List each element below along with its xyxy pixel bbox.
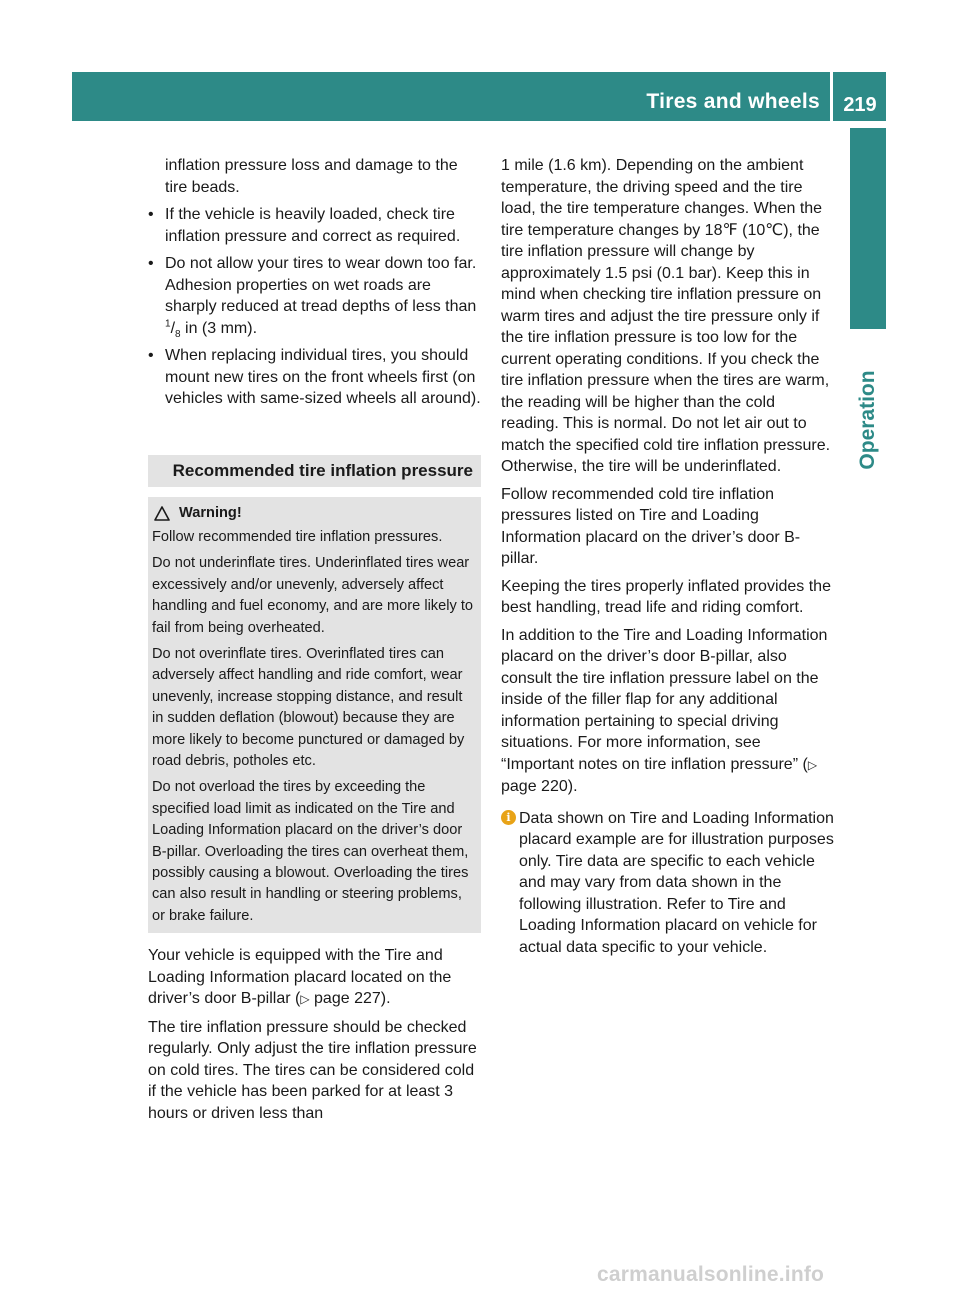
body-paragraph: The tire inflation pressure should be checked regularly. Only adjust the tire inflation pressure on cold tires. The tires can be considered cold if the vehicle has been parked for at least 3 hours or driven less than [148, 1018, 477, 1122]
right-column [501, 155, 835, 958]
tread-depth-line: than $^1/_8$ in (3 mm). [165, 298, 477, 340]
chapter-title: Tires and wheels [646, 90, 820, 113]
body-paragraph: Keeping the tires properly inflated provides the best handling, tread life and riding comfort. [501, 577, 831, 616]
warning-paragraph: Do not overload the tires by exceeding the specified load limit as indicated on the Tire and Loading Information placard on the driver’s door B-pillar. Overloading the tires can overheat them, possibly causing a blowout. Overloading the tires can also result in handling or steering problems, or brake failure. [152, 779, 469, 924]
bullet-text: If the vehicle is heavily loaded, check tire inflation pressure and correct as required. [165, 206, 461, 245]
warning-title [152, 503, 475, 524]
page-ref-arrow-icon: ▷ [807, 757, 818, 772]
warning-paragraph: Do not overinflate tires. Overinflated tires can adversely affect handling and ride comfort, wear unevenly, increase stopping distance, and result in sudden deflation (blowout) because they are more likely to become punctured or damaged by road debris, potholes etc. [152, 645, 465, 769]
header-divider [830, 72, 833, 121]
body-paragraph: Follow recommended cold tire inflation pressures listed on Tire and Loading Information placard on the driver’s door B-pillar. [501, 485, 801, 567]
bullet-item [148, 253, 481, 339]
warning-triangle-icon [154, 506, 170, 521]
bullet-text: When replacing individual tires, you should mount new tires on the front wheels first (on vehicles with same-sized wheels all around). [165, 347, 481, 407]
warning-box [148, 497, 481, 934]
bullet-text: Do not allow your tires to wear down too far. Adhesion properties on wet roads are sharply reduced at tread depths of less [165, 255, 477, 315]
info-icon: i [501, 810, 516, 825]
section-label: Operation [856, 370, 879, 470]
fraction-denominator: 8 [175, 328, 181, 340]
addition-paragraph: In addition to the Tire and Loading Information placard on the driver’s door B-pillar, also consult the tire inflation pressure label on the inside of the filler flap for any additional information pertaining to special driving situations. For more information, see “Important notes on tire inflation pressure” (▷ page 220). [501, 626, 828, 795]
page-header [72, 72, 886, 121]
page-reference[interactable]: page 220). [501, 778, 578, 795]
bullet-icon: • [148, 255, 154, 272]
watermark: carmanualsonline.info [597, 1263, 825, 1286]
warning-paragraph: Do not underinflate tires. Underinflated tires wear excessively and/or unevenly, adversely affect handling and fuel economy, and are more likely to fail from being overheated. [152, 555, 473, 636]
bullet-icon: • [148, 347, 154, 364]
bullet-icon: • [148, 206, 154, 223]
fraction-slash: / [170, 319, 176, 337]
fraction-numerator: 1 [165, 318, 171, 330]
warning-paragraph: Follow recommended tire inflation pressures. [152, 528, 443, 545]
warning-title-text: Warning! [179, 504, 242, 521]
page-ref-arrow-icon: ▷ [300, 992, 310, 1007]
bullet-item [148, 345, 481, 410]
body-paragraph: 1 mile (1.6 km). Depending on the ambient temperature, the driving speed and the tire load, the tire temperature changes. When the tire temperature changes by 18℉ (10℃), the tire inflation pressure will change by approximately 1.5 psi (0.1 bar). Keep this in mind when checking tire inflation pressure on warm tires and adjust the tire pressure only if the tire inflation pressure is too low for the current operating conditions. If you check the tire inflation pressure when the tires are warm, the reading will be higher than the cold reading. This is normal. Do not let air out to match the specified cold tire inflation pressure. Otherwise, the tire will be underinflated. [501, 157, 831, 475]
equipped-paragraph: Your vehicle is equipped with the Tire and Loading Information placard located on the driver’s door B-pillar (▷ page 227). [148, 947, 452, 1008]
info-note [501, 808, 835, 959]
section-heading: Recommended tire inflation pressure [148, 455, 481, 487]
bullet-item [148, 204, 481, 247]
page-number: 219 [843, 94, 877, 116]
left-column [148, 155, 481, 1130]
page-reference[interactable]: page 227). [309, 990, 391, 1008]
info-note-text: Data shown on Tire and Loading Information placard example are for illustration purposes only. Tire data are specific to each vehicle and may vary from data shown in the following illustration. Refer to Tire and Loading Information placard on vehicle for actual data specific to your vehicle. [519, 809, 834, 956]
section-tab [850, 128, 886, 329]
continuation-text: inflation pressure loss and damage to the tire beads. [165, 157, 458, 196]
